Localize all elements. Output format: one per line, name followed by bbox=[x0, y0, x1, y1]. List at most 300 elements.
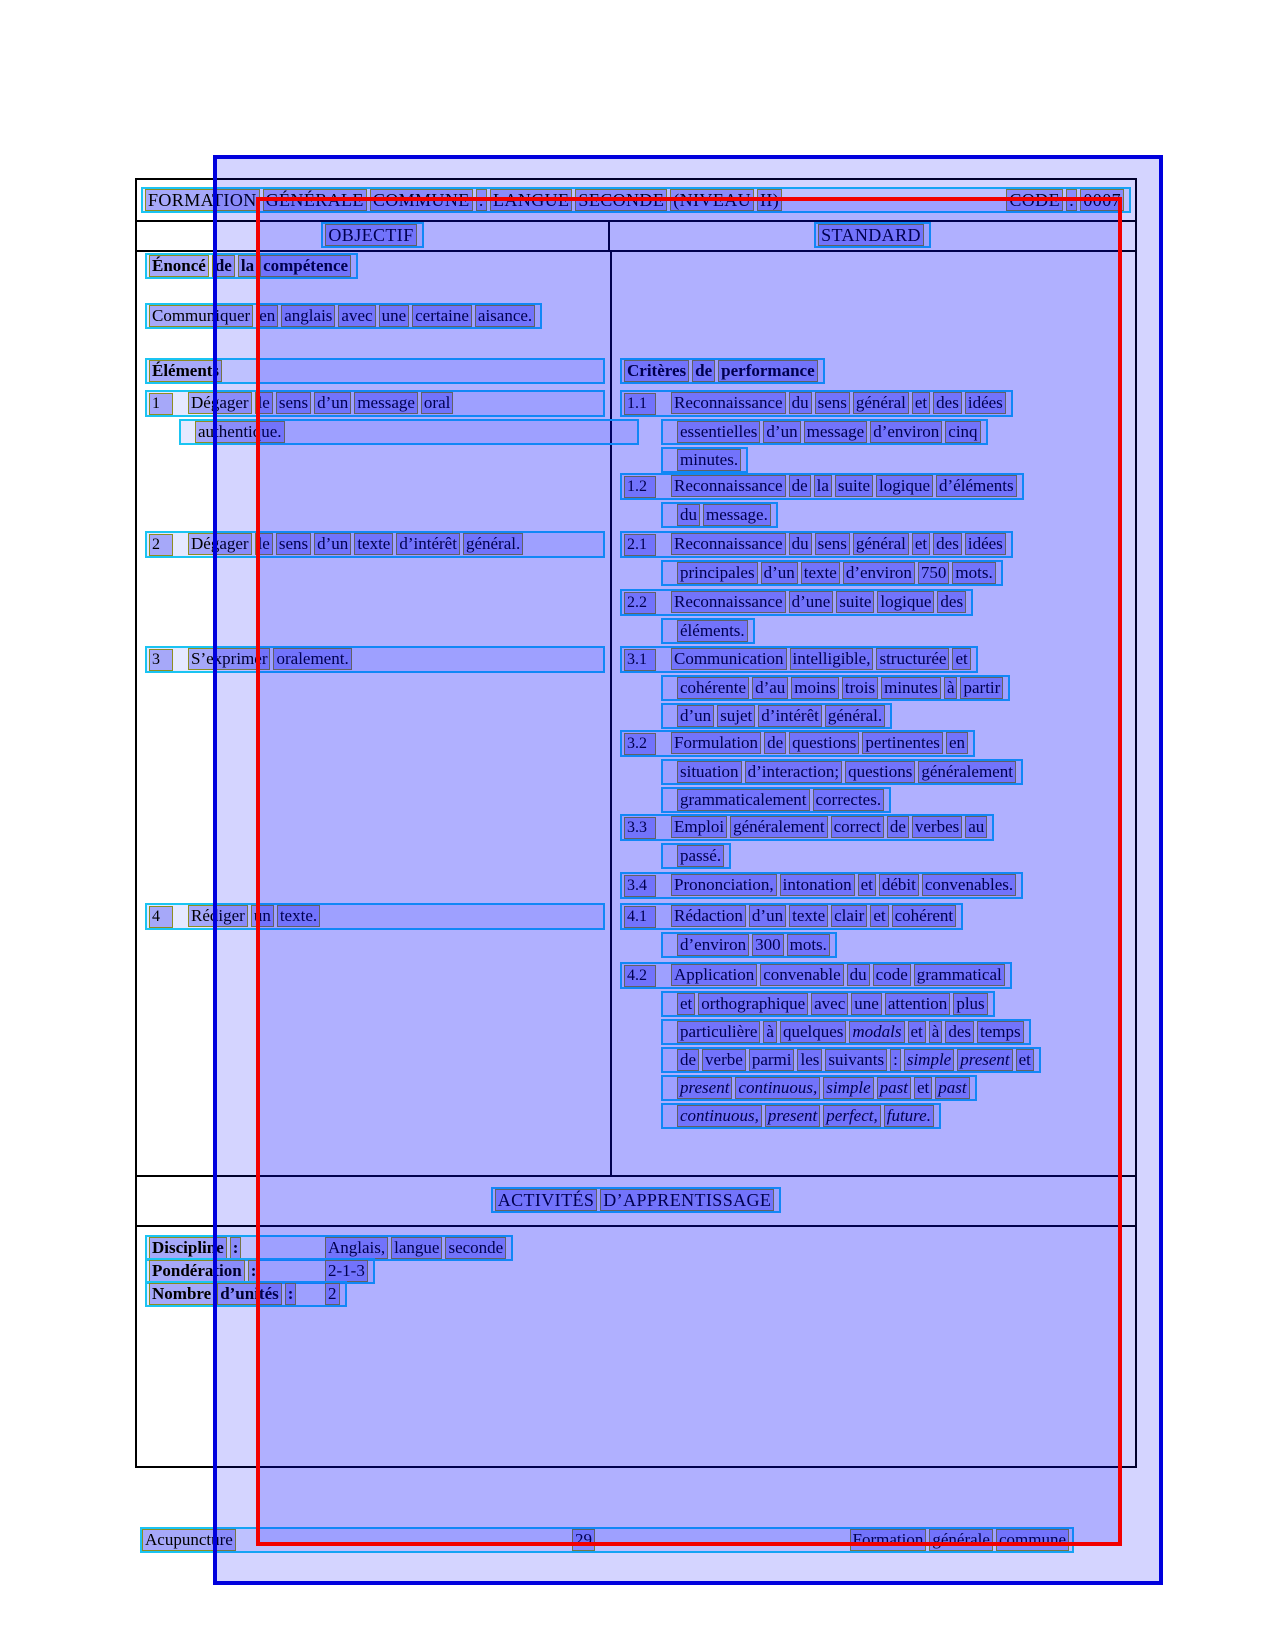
line-box bbox=[620, 730, 975, 757]
word-box: d’environ bbox=[843, 562, 915, 584]
line-box bbox=[145, 253, 358, 279]
activites-line-box bbox=[491, 1187, 782, 1213]
word-box: d’intérêt bbox=[396, 533, 460, 555]
line-box bbox=[145, 531, 605, 558]
word-box: FORMATION bbox=[145, 189, 260, 211]
word-box: : bbox=[1066, 189, 1077, 211]
objectif-header-cell bbox=[137, 222, 610, 250]
item-number: 3.4 bbox=[624, 875, 656, 897]
word-box: d’un bbox=[749, 905, 786, 927]
word-box: mots. bbox=[952, 562, 995, 584]
enonce-text-para bbox=[145, 303, 542, 331]
word-box: éléments. bbox=[677, 620, 748, 642]
word-box: COMMUNE bbox=[370, 189, 473, 211]
word-box: de bbox=[764, 732, 786, 754]
item-text bbox=[677, 993, 991, 1015]
item-text bbox=[677, 789, 887, 811]
word-box: d’un bbox=[761, 562, 798, 584]
word-box: général. bbox=[463, 533, 523, 555]
word-box: des bbox=[945, 1021, 974, 1043]
word-box: en bbox=[946, 732, 968, 754]
critere-item bbox=[620, 531, 1013, 588]
item-text bbox=[671, 732, 971, 754]
item-text bbox=[671, 591, 969, 613]
word-box: past bbox=[935, 1077, 969, 1099]
word-box: d’un bbox=[314, 392, 351, 414]
word-box: Reconnaissance bbox=[671, 392, 786, 414]
line-box bbox=[661, 787, 891, 813]
word-box: Rédaction bbox=[671, 905, 746, 927]
line-box bbox=[661, 560, 1003, 586]
word-box: Acupuncture bbox=[142, 1529, 236, 1551]
word-box: le bbox=[255, 392, 273, 414]
line-box bbox=[179, 419, 639, 445]
line-box bbox=[145, 390, 605, 417]
page-number bbox=[572, 1529, 598, 1551]
item-text bbox=[671, 392, 1009, 414]
word-box: : bbox=[890, 1049, 901, 1071]
line-box bbox=[620, 872, 1023, 899]
item-text bbox=[677, 677, 1006, 699]
word-box: les bbox=[797, 1049, 822, 1071]
item-text bbox=[677, 1077, 973, 1099]
word-box: authentique. bbox=[195, 421, 285, 443]
line-box bbox=[620, 473, 1024, 500]
word-box: partir bbox=[960, 677, 1003, 699]
item-number: 3.1 bbox=[624, 649, 656, 671]
word-box: minutes bbox=[881, 677, 941, 699]
word-box: clair bbox=[831, 905, 867, 927]
word-box: et bbox=[952, 648, 970, 670]
word-box: du bbox=[789, 533, 812, 555]
word-box: Communiquer bbox=[149, 305, 253, 327]
line-box bbox=[620, 646, 978, 673]
line-box bbox=[661, 447, 748, 473]
word-box: généralement bbox=[730, 816, 828, 838]
item-text bbox=[671, 648, 974, 670]
word-box: ACTIVITÉS bbox=[495, 1189, 598, 1211]
course-code bbox=[1006, 189, 1127, 211]
criteres-heading bbox=[624, 360, 821, 382]
word-box: d’un bbox=[763, 421, 800, 443]
word-box: à bbox=[763, 1021, 777, 1043]
word-box: temps bbox=[977, 1021, 1024, 1043]
item-text bbox=[188, 533, 526, 555]
word-box: commune bbox=[996, 1529, 1069, 1551]
word-box: de bbox=[212, 255, 235, 277]
course-table bbox=[135, 178, 1137, 1468]
word-box: d’interaction; bbox=[745, 761, 843, 783]
word-box: Prononciation, bbox=[671, 874, 777, 896]
line-box bbox=[661, 419, 988, 445]
title-line-box bbox=[141, 187, 1131, 213]
word-box: général bbox=[853, 392, 909, 414]
word-box: message. bbox=[703, 504, 771, 526]
info-value bbox=[325, 1260, 371, 1282]
word-box: Reconnaissance bbox=[671, 475, 786, 497]
word-box: Communication bbox=[671, 648, 787, 670]
word-box: sens bbox=[276, 533, 311, 555]
word-box: grammatical bbox=[914, 964, 1005, 986]
word-box: de bbox=[887, 816, 909, 838]
word-box: continuous, bbox=[735, 1077, 820, 1099]
word-box: correct bbox=[831, 816, 884, 838]
word-box: et bbox=[677, 993, 695, 1015]
word-box: de bbox=[789, 475, 811, 497]
critere-item bbox=[620, 872, 1023, 901]
title-row bbox=[137, 180, 1135, 222]
word-box: logique bbox=[876, 475, 933, 497]
line-box bbox=[661, 675, 1010, 701]
word-box: Énoncé bbox=[149, 255, 209, 277]
item-text bbox=[677, 421, 984, 443]
word-box: moins bbox=[791, 677, 839, 699]
word-box: du bbox=[789, 392, 812, 414]
word-box: suite bbox=[835, 475, 873, 497]
word-box: orthographique bbox=[698, 993, 808, 1015]
word-box: la bbox=[814, 475, 832, 497]
word-box: généralement bbox=[918, 761, 1016, 783]
item-number: 4 bbox=[149, 906, 173, 928]
enonce-text bbox=[149, 305, 538, 327]
word-box: past bbox=[877, 1077, 911, 1099]
enonce-heading bbox=[149, 255, 354, 277]
info-value bbox=[325, 1237, 509, 1259]
item-text bbox=[677, 504, 774, 526]
word-box: une bbox=[851, 993, 882, 1015]
elements-heading bbox=[149, 360, 225, 382]
word-box: passé. bbox=[677, 845, 724, 867]
item-number: 1.2 bbox=[624, 476, 656, 498]
word-box: Critères bbox=[624, 360, 689, 382]
word-box: du bbox=[677, 504, 700, 526]
word-box: le bbox=[255, 533, 273, 555]
word-box: des bbox=[937, 591, 966, 613]
line-box bbox=[661, 618, 755, 644]
word-box: cinq bbox=[945, 421, 980, 443]
word-box: Dégager bbox=[188, 533, 252, 555]
word-box: d’au bbox=[752, 677, 788, 699]
standard-column bbox=[620, 252, 1128, 1175]
word-box: Formulation bbox=[671, 732, 761, 754]
word-box: intelligible, bbox=[790, 648, 874, 670]
line-box bbox=[145, 646, 605, 673]
critere-item bbox=[620, 473, 1024, 530]
line-box bbox=[661, 703, 892, 729]
word-box: plus bbox=[953, 993, 987, 1015]
word-box: un bbox=[251, 905, 274, 927]
line-box bbox=[620, 531, 1013, 558]
word-box: aisance. bbox=[475, 305, 535, 327]
word-box: compétence bbox=[260, 255, 351, 277]
item-text bbox=[188, 905, 323, 927]
word-box: quelques bbox=[780, 1021, 846, 1043]
word-box: Dégager bbox=[188, 392, 252, 414]
enonce-heading-para bbox=[145, 253, 358, 281]
word-box: (NIVEAU bbox=[670, 189, 754, 211]
word-box: débit bbox=[879, 874, 919, 896]
word-box: une bbox=[379, 305, 410, 327]
word-box: continuous, bbox=[677, 1105, 762, 1127]
info-label bbox=[149, 1260, 325, 1282]
elements-heading-para bbox=[145, 358, 605, 386]
line-box bbox=[620, 589, 973, 616]
line-box bbox=[145, 303, 542, 329]
word-box: et bbox=[914, 1077, 932, 1099]
item-text bbox=[677, 705, 888, 727]
word-box: questions bbox=[789, 732, 859, 754]
word-box: général. bbox=[825, 705, 885, 727]
item-text bbox=[677, 761, 1019, 783]
word-box: sujet bbox=[717, 705, 755, 727]
word-box: et bbox=[912, 533, 930, 555]
word-box: au bbox=[965, 816, 987, 838]
line-box bbox=[661, 759, 1023, 785]
line-box bbox=[145, 358, 605, 384]
item-text bbox=[671, 905, 959, 927]
word-box: 2-1-3 bbox=[325, 1260, 368, 1282]
word-box: Emploi bbox=[671, 816, 727, 838]
word-box: seconde bbox=[445, 1237, 506, 1259]
element-item bbox=[145, 903, 605, 932]
standard-header bbox=[818, 224, 927, 246]
word-box: minutes. bbox=[677, 449, 741, 471]
critere-item bbox=[620, 390, 1013, 475]
info-label bbox=[149, 1237, 325, 1259]
word-box: et bbox=[1016, 1049, 1034, 1071]
word-box: situation bbox=[677, 761, 742, 783]
word-box: present bbox=[677, 1077, 732, 1099]
line-box bbox=[661, 1019, 1031, 1045]
item-text bbox=[677, 562, 999, 584]
word-box: sens bbox=[276, 392, 311, 414]
word-box: present bbox=[765, 1105, 820, 1127]
standard-header-cell bbox=[610, 222, 1135, 250]
word-box: texte. bbox=[277, 905, 320, 927]
word-box: essentielles bbox=[677, 421, 760, 443]
objectif-column bbox=[145, 252, 605, 1175]
item-text bbox=[195, 421, 288, 443]
word-box: d’une bbox=[789, 591, 834, 613]
word-box: texte bbox=[801, 562, 840, 584]
word-box: texte bbox=[789, 905, 828, 927]
word-box: logique bbox=[877, 591, 934, 613]
item-number: 2.2 bbox=[624, 592, 656, 614]
word-box: et bbox=[908, 1021, 926, 1043]
word-box: du bbox=[847, 964, 870, 986]
word-box: structurée bbox=[876, 648, 949, 670]
word-box: perfect, bbox=[823, 1105, 880, 1127]
word-box: Formation bbox=[850, 1529, 927, 1551]
item-number: 3 bbox=[149, 649, 173, 671]
word-box: Discipline bbox=[149, 1237, 227, 1259]
word-box: en bbox=[256, 305, 278, 327]
info-label bbox=[149, 1283, 325, 1305]
word-box: parmi bbox=[749, 1049, 795, 1071]
word-box: GÉNÉRALE bbox=[263, 189, 367, 211]
word-box: avec bbox=[811, 993, 848, 1015]
word-box: : bbox=[230, 1237, 242, 1259]
word-box: des bbox=[933, 392, 962, 414]
word-box: idées bbox=[965, 533, 1006, 555]
objectif-standard-body bbox=[137, 252, 1135, 1177]
word-box: message bbox=[804, 421, 868, 443]
critere-item bbox=[620, 646, 1010, 731]
word-box: avec bbox=[338, 305, 375, 327]
word-box: générale bbox=[929, 1529, 993, 1551]
line-box bbox=[620, 390, 1013, 417]
item-number: 4.1 bbox=[624, 906, 656, 928]
objectif-line-box bbox=[321, 222, 423, 248]
word-box: de bbox=[677, 1049, 699, 1071]
word-box: d’environ bbox=[870, 421, 942, 443]
item-text bbox=[677, 845, 727, 867]
word-box: Pondération bbox=[149, 1260, 245, 1282]
word-box: cohérent bbox=[892, 905, 957, 927]
item-number: 2 bbox=[149, 534, 173, 556]
word-box: certaine bbox=[412, 305, 472, 327]
word-box: Application bbox=[671, 964, 757, 986]
word-box: simple bbox=[904, 1049, 954, 1071]
word-box: pertinentes bbox=[862, 732, 943, 754]
item-text bbox=[677, 1105, 937, 1127]
word-box: texte bbox=[354, 533, 393, 555]
word-box: : bbox=[248, 1260, 260, 1282]
word-box: la bbox=[238, 255, 257, 277]
item-text bbox=[677, 620, 751, 642]
word-box: idées bbox=[965, 392, 1006, 414]
word-box: STANDARD bbox=[818, 224, 924, 246]
item-text bbox=[671, 816, 990, 838]
item-number: 4.2 bbox=[624, 965, 656, 987]
line-box bbox=[661, 1075, 977, 1101]
word-box: : bbox=[476, 189, 487, 211]
line-box bbox=[661, 1047, 1041, 1073]
word-box: convenables. bbox=[922, 874, 1016, 896]
word-box: performance bbox=[718, 360, 817, 382]
course-info-section bbox=[137, 1227, 1135, 1456]
word-box: simple bbox=[823, 1077, 873, 1099]
word-box: d’un bbox=[677, 705, 714, 727]
word-box: particulière bbox=[677, 1021, 760, 1043]
word-box: S’exprimer bbox=[188, 648, 270, 670]
criteres-heading-para bbox=[620, 358, 825, 386]
word-box: et bbox=[870, 905, 888, 927]
word-box: de bbox=[692, 360, 715, 382]
word-box: langue bbox=[391, 1237, 442, 1259]
word-box: sens bbox=[815, 392, 850, 414]
element-item bbox=[145, 390, 605, 447]
word-box: message bbox=[354, 392, 418, 414]
critere-item bbox=[620, 962, 1041, 1131]
line-box bbox=[661, 991, 995, 1017]
word-box: correctes. bbox=[813, 789, 885, 811]
word-box: II) bbox=[757, 189, 782, 211]
word-box: oralement. bbox=[273, 648, 351, 670]
line-box bbox=[661, 932, 837, 958]
critere-item bbox=[620, 903, 963, 960]
info-line bbox=[145, 1281, 347, 1307]
word-box: code bbox=[873, 964, 911, 986]
item-number: 1 bbox=[149, 393, 173, 415]
info-value bbox=[325, 1283, 343, 1305]
item-number: 3.2 bbox=[624, 733, 656, 755]
word-box: Reconnaissance bbox=[671, 591, 786, 613]
word-box: 300 bbox=[752, 934, 784, 956]
word-box: d’intérêt bbox=[758, 705, 822, 727]
word-box: OBJECTIF bbox=[325, 224, 416, 246]
item-text bbox=[677, 934, 833, 956]
footer-right-text bbox=[850, 1529, 1072, 1551]
word-box: d’unités bbox=[217, 1283, 282, 1305]
page-footer bbox=[140, 1527, 1074, 1553]
column-header-row bbox=[137, 222, 1135, 252]
word-box: D’APPRENTISSAGE bbox=[600, 1189, 774, 1211]
line-box bbox=[620, 814, 994, 841]
word-box: Éléments bbox=[149, 360, 222, 382]
word-box: et bbox=[912, 392, 930, 414]
word-box: present bbox=[957, 1049, 1012, 1071]
item-text bbox=[671, 533, 1009, 555]
item-number: 2.1 bbox=[624, 534, 656, 556]
word-box: Rédiger bbox=[188, 905, 248, 927]
line-box bbox=[620, 903, 963, 930]
word-box: attention bbox=[885, 993, 950, 1015]
word-box: d’éléments bbox=[936, 475, 1017, 497]
word-box: à bbox=[944, 677, 958, 699]
word-box: Reconnaissance bbox=[671, 533, 786, 555]
item-text bbox=[671, 874, 1019, 896]
word-box: principales bbox=[677, 562, 758, 584]
word-box: cohérente bbox=[677, 677, 749, 699]
word-box: LANGUE bbox=[490, 189, 572, 211]
item-number: 1.1 bbox=[624, 393, 656, 415]
element-item bbox=[145, 531, 605, 560]
item-text bbox=[677, 1021, 1027, 1043]
column-divider bbox=[610, 252, 612, 1175]
item-text bbox=[188, 392, 456, 414]
word-box: future. bbox=[884, 1105, 934, 1127]
word-box: à bbox=[929, 1021, 943, 1043]
word-box: 2 bbox=[325, 1283, 340, 1305]
standard-line-box bbox=[814, 222, 931, 248]
item-text bbox=[188, 648, 355, 670]
word-box: suivants bbox=[825, 1049, 887, 1071]
word-box: questions bbox=[845, 761, 915, 783]
item-text bbox=[677, 449, 744, 471]
word-box: verbes bbox=[912, 816, 962, 838]
item-text bbox=[671, 964, 1008, 986]
item-number: 3.3 bbox=[624, 817, 656, 839]
critere-item bbox=[620, 589, 973, 646]
word-box: convenable bbox=[760, 964, 843, 986]
word-box: modals bbox=[849, 1021, 904, 1043]
word-box: sens bbox=[815, 533, 850, 555]
critere-item bbox=[620, 730, 1023, 815]
line-box bbox=[661, 843, 731, 869]
word-box: suite bbox=[836, 591, 874, 613]
footer-left-text bbox=[142, 1529, 239, 1551]
word-box: d’un bbox=[314, 533, 351, 555]
line-box bbox=[620, 358, 825, 384]
word-box: trois bbox=[842, 677, 878, 699]
line-box bbox=[661, 1103, 941, 1129]
word-box: CODE bbox=[1006, 189, 1063, 211]
word-box: et bbox=[858, 874, 876, 896]
word-box: Nombre bbox=[149, 1283, 214, 1305]
course-title bbox=[145, 189, 785, 211]
word-box: des bbox=[933, 533, 962, 555]
